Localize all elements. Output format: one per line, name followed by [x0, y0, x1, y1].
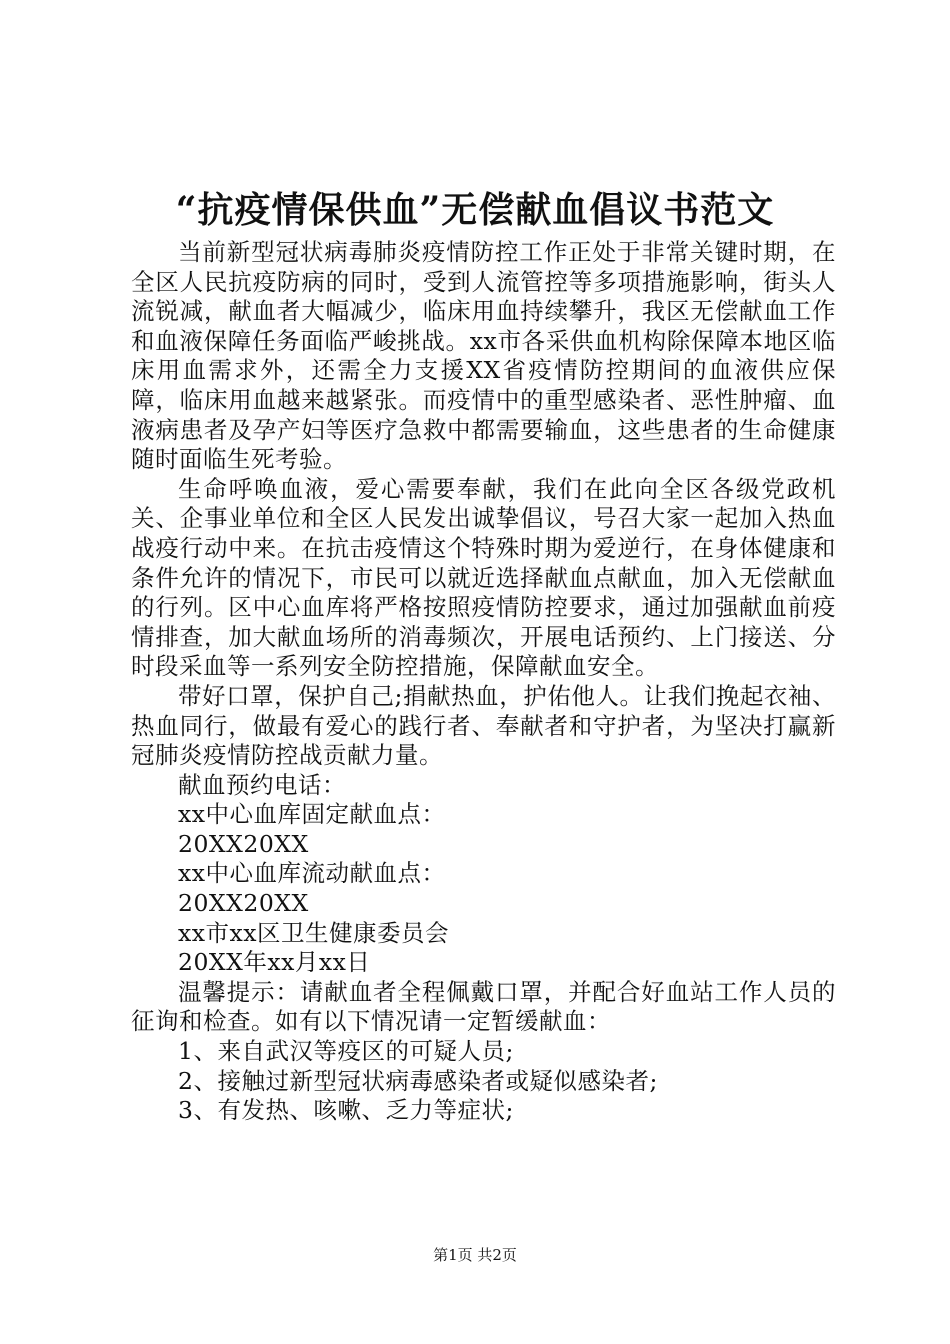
document-title: “抗疫情保供血”无偿献血倡议书范文	[175, 189, 775, 231]
issue-date: 20XX年xx月xx日	[178, 948, 371, 977]
notice-paragraph: 温馨提示：请献血者全程佩戴口罩，并配合好血站工作人员的征询和检查。如有以下情况请一定暂缓献血：	[131, 977, 836, 1036]
page-footer: 第1页 共2页	[433, 1246, 517, 1264]
paragraph: 带好口罩，保护自己;捐献热血，护佑他人。让我们挽起衣袖、热血同行，做最有爱心的践行者、奉献者和守护者，为坚决打赢新冠肺炎疫情防控战贡献力量。	[131, 681, 836, 770]
mobile-site-label: xx中心血库流动献血点：	[178, 859, 446, 888]
issuer: xx市xx区卫生健康委员会	[178, 918, 450, 947]
fixed-site-phone: 20XX20XX	[178, 829, 309, 858]
document-body	[131, 238, 836, 1126]
contact-label: 献血预约电话：	[178, 770, 346, 799]
paragraph: 生命呼唤血液，爱心需要奉献，我们在此向全区各级党政机关、企事业单位和全区人民发出诚挚倡议，号召大家一起加入热血战疫行动中来。在抗击疫情这个特殊时期为爱逆行，在身体健康和条件允许的情况下，市民可以就近选择献血点献血，加入无偿献血的行列。区中心血库将严格按照疫情防控要求，通过加强献血前疫情排查，加大献血场所的消毒频次，开展电话预约、上门接送、分时段采血等一系列安全防控措施，保障献血安全。	[131, 474, 836, 681]
list-item: 3、有发热、咳嗽、乏力等症状;	[178, 1096, 514, 1125]
list-item: 2、接触过新型冠状病毒感染者或疑似感染者;	[178, 1066, 658, 1095]
paragraph: 当前新型冠状病毒肺炎疫情防控工作正处于非常关键时期，在全区人民抗疫防病的同时，受到人流管控等多项措施影响，街头人流锐减，献血者大幅减少，临床用血持续攀升，我区无偿献血工作和血液保障任务面临严峻挑战。xx市各采供血机构除保障本地区临床用血需求外，还需全力支援XX省疫情防控期间的血液供应保障，临床用血越来越紧张。而疫情中的重型感染者、恶性肿瘤、血液病患者及孕产妇等医疗急救中都需要输血，这些患者的生命健康随时面临生死考验。	[131, 238, 836, 474]
list-item: 1、来自武汉等疫区的可疑人员;	[178, 1037, 514, 1066]
fixed-site-label: xx中心血库固定献血点：	[178, 800, 446, 829]
mobile-site-phone: 20XX20XX	[178, 889, 309, 918]
